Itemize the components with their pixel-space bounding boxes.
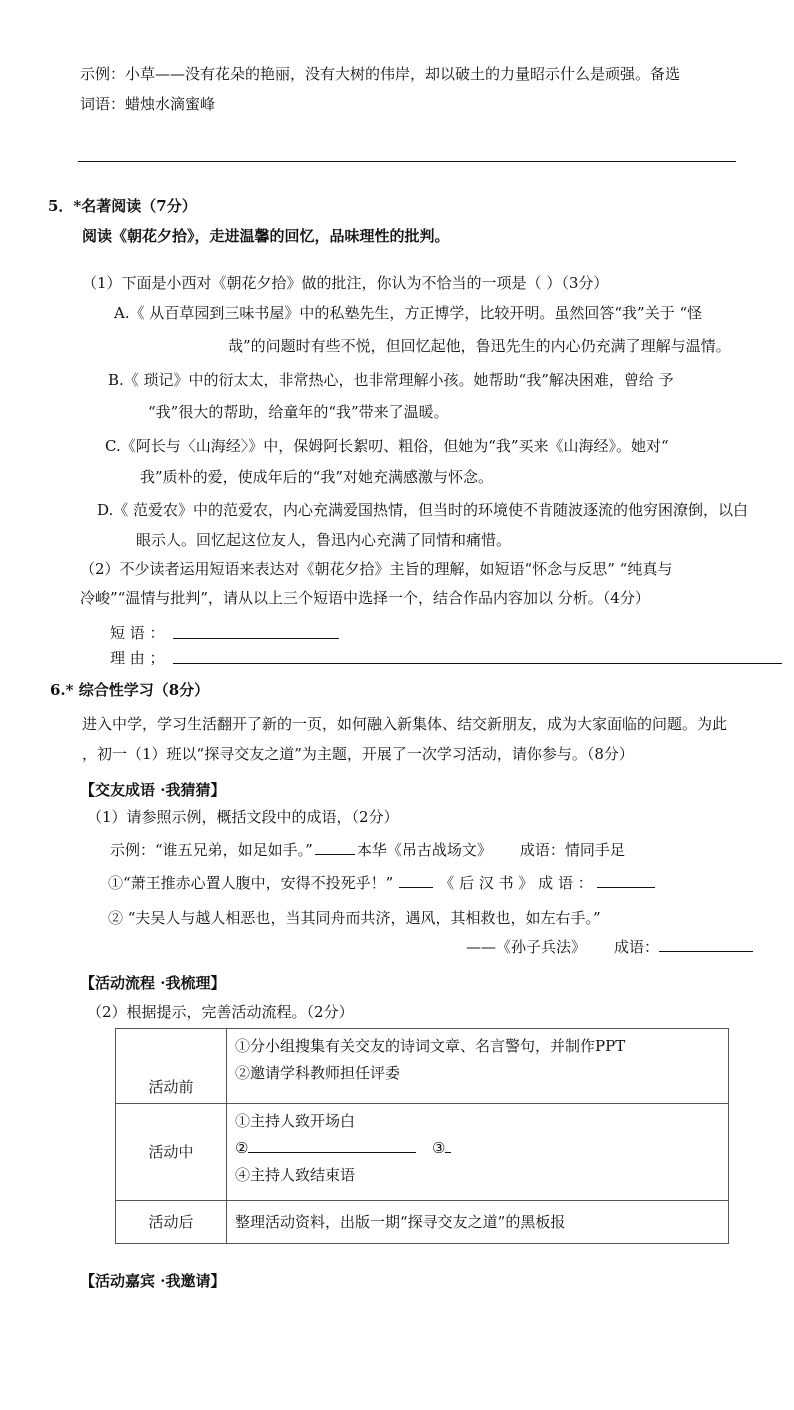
q5-option-b[interactable]: B.《 琐记》中的衍太太，非常热心，也非常理解小孩。她帮助“我”解决困难，曾给 予 [108,371,674,389]
candidate-words-line: 词语：蜡烛水滴蜜峰 [80,95,216,113]
section-guest-invite: 【活动嘉宾 ·我邀请】 [80,1272,226,1290]
stage-before-items [227,1029,729,1104]
s1-item1-idiom-blank[interactable] [597,873,655,888]
q5-option-d-cont: 眼示人。回忆起这位友人，鲁迅内心充满了同情和痛惜。 [136,531,512,549]
q5-option-d[interactable]: D.《 范爱农》中的范爱农，内心充满爱国热情，但当时的环境使不肯随波逐流的他穷困潦倒，以白 [97,501,749,519]
s1-item1 [108,873,655,893]
before-item-1: ①分小组搜集有关交友的诗词文章、名言警句，并制作PPT [235,1037,626,1055]
after-item-1: 整理活动资料，出版一期“探寻交友之道”的黑板报 [235,1212,566,1231]
stage-after-items [227,1201,729,1244]
s2-question: （2）根据提示，完善活动流程。（2分） [87,1003,354,1021]
example-line: 示例：小草——没有花朵的艳丽，没有大树的伟岸，却以破土的力量昭示什么是顽强。备选 [80,65,681,83]
during-item-3-blank[interactable] [445,1138,451,1153]
reason-label: 理 由 ； [110,649,165,667]
s1-example-source: 本华《吊古战场文》 [356,841,492,859]
q5-option-b-cont: “我”很大的帮助，给童年的“我”带来了温暖。 [148,403,449,421]
q6-intro-line2: ，初一（1）班以“探寻交友之道”为主题，开展了一次学习活动，请你参与。（8分） [82,745,634,763]
q6-intro-line1: 进入中学，学习生活翻开了新的一页，如何融入新集体、结交新朋友，成为大家面临的问题。为此 [82,715,728,733]
before-item-2: ②邀请学科教师担任评委 [235,1064,401,1082]
during-item-2-blank[interactable] [248,1138,416,1153]
q5-part1-stem: （1）下面是小西对《朝花夕拾》做的批注，你认为不恰当的一项是（ ）（3分） [82,274,609,292]
reason-answer-line[interactable] [173,663,782,664]
s1-example-blank [315,840,355,855]
s1-item2-answer [466,937,753,957]
q5-heading: 5．*名著阅读（7分） [48,197,197,215]
stage-before: 活动前 [116,1029,227,1104]
during-item-3-num: ③ [432,1139,446,1157]
q5-subheading: 阅读《朝花夕拾》，走进温馨的回忆，品味理性的批判。 [82,227,450,245]
q5-option-a[interactable]: A.《 从百草园到三味书屋》中的私塾先生，方正博学，比较开明。虽然回答“我”关于 “怪 [114,304,703,322]
q5-part2-line2: 冷峻”“温情与批判”，请从以上三个短语中选择一个，结合作品内容加以 分析。（4分） [80,589,650,607]
table-row [116,1201,729,1244]
answer-line[interactable] [78,161,736,162]
q5-option-c-cont: 我”质朴的爱，使成年后的“我”对她充满感激与怀念。 [140,468,494,486]
phrase-label: 短 语 ： [110,624,165,642]
during-item-1: ①主持人致开场白 [235,1112,356,1130]
during-item-4: ④主持人致结束语 [235,1166,356,1184]
q6-heading: 6.* 综合性学习（8分） [50,681,210,699]
s1-item2-idiom-blank[interactable] [659,937,753,952]
during-item-2-3 [235,1135,728,1162]
section-activity-flow: 【活动流程 ·我梳理】 [80,974,226,992]
table-row [116,1029,729,1104]
s1-item2-label: 成语： [614,938,660,956]
q5-part2-line1: （2）不少读者运用短语来表达对《朝花夕拾》主旨的理解，如短语“怀念与反思” “纯真与 [80,560,673,578]
s1-example-quote: 示例：“谁五兄弟，如足如手。” [110,841,313,859]
stage-after: 活动后 [116,1201,227,1244]
s1-item1-quote: ①“萧王推赤心置人腹中，安得不投死乎！” [108,874,394,892]
stage-during: 活动中 [116,1104,227,1201]
q5-option-c[interactable]: C.《阿长与〈山海经〉》中，保姆阿长絮叨、粗俗，但她为“我”买来《山海经》。她对“ [105,437,669,455]
s1-item1-blank[interactable] [399,873,433,888]
s1-question: （1）请参照示例，概括文段中的成语，（2分） [87,808,399,826]
q5-option-a-cont: 哉”的问题时有些不悦，但回忆起他，鲁迅先生的内心仍充满了理解与温情。 [228,337,731,355]
phrase-answer-line[interactable] [173,638,339,639]
s1-example-idiom: 成语：情同手足 [519,841,625,859]
s1-item2-source: ——《孙子兵法》 [466,938,587,956]
section-idiom-guess: 【交友成语 ·我猜猜】 [80,781,226,799]
s1-example [110,840,625,860]
stage-during-items [227,1104,729,1201]
during-item-2-num: ② [235,1139,249,1157]
s1-item2: ② “夫吴人与越人相恶也，当其同舟而共济，遇风，其相救也，如左右手。” [108,909,601,927]
s1-item1-source: 《 后 汉 书 》 成 语 ： [439,874,593,892]
activity-flow-table [115,1028,729,1244]
table-row [116,1104,729,1201]
